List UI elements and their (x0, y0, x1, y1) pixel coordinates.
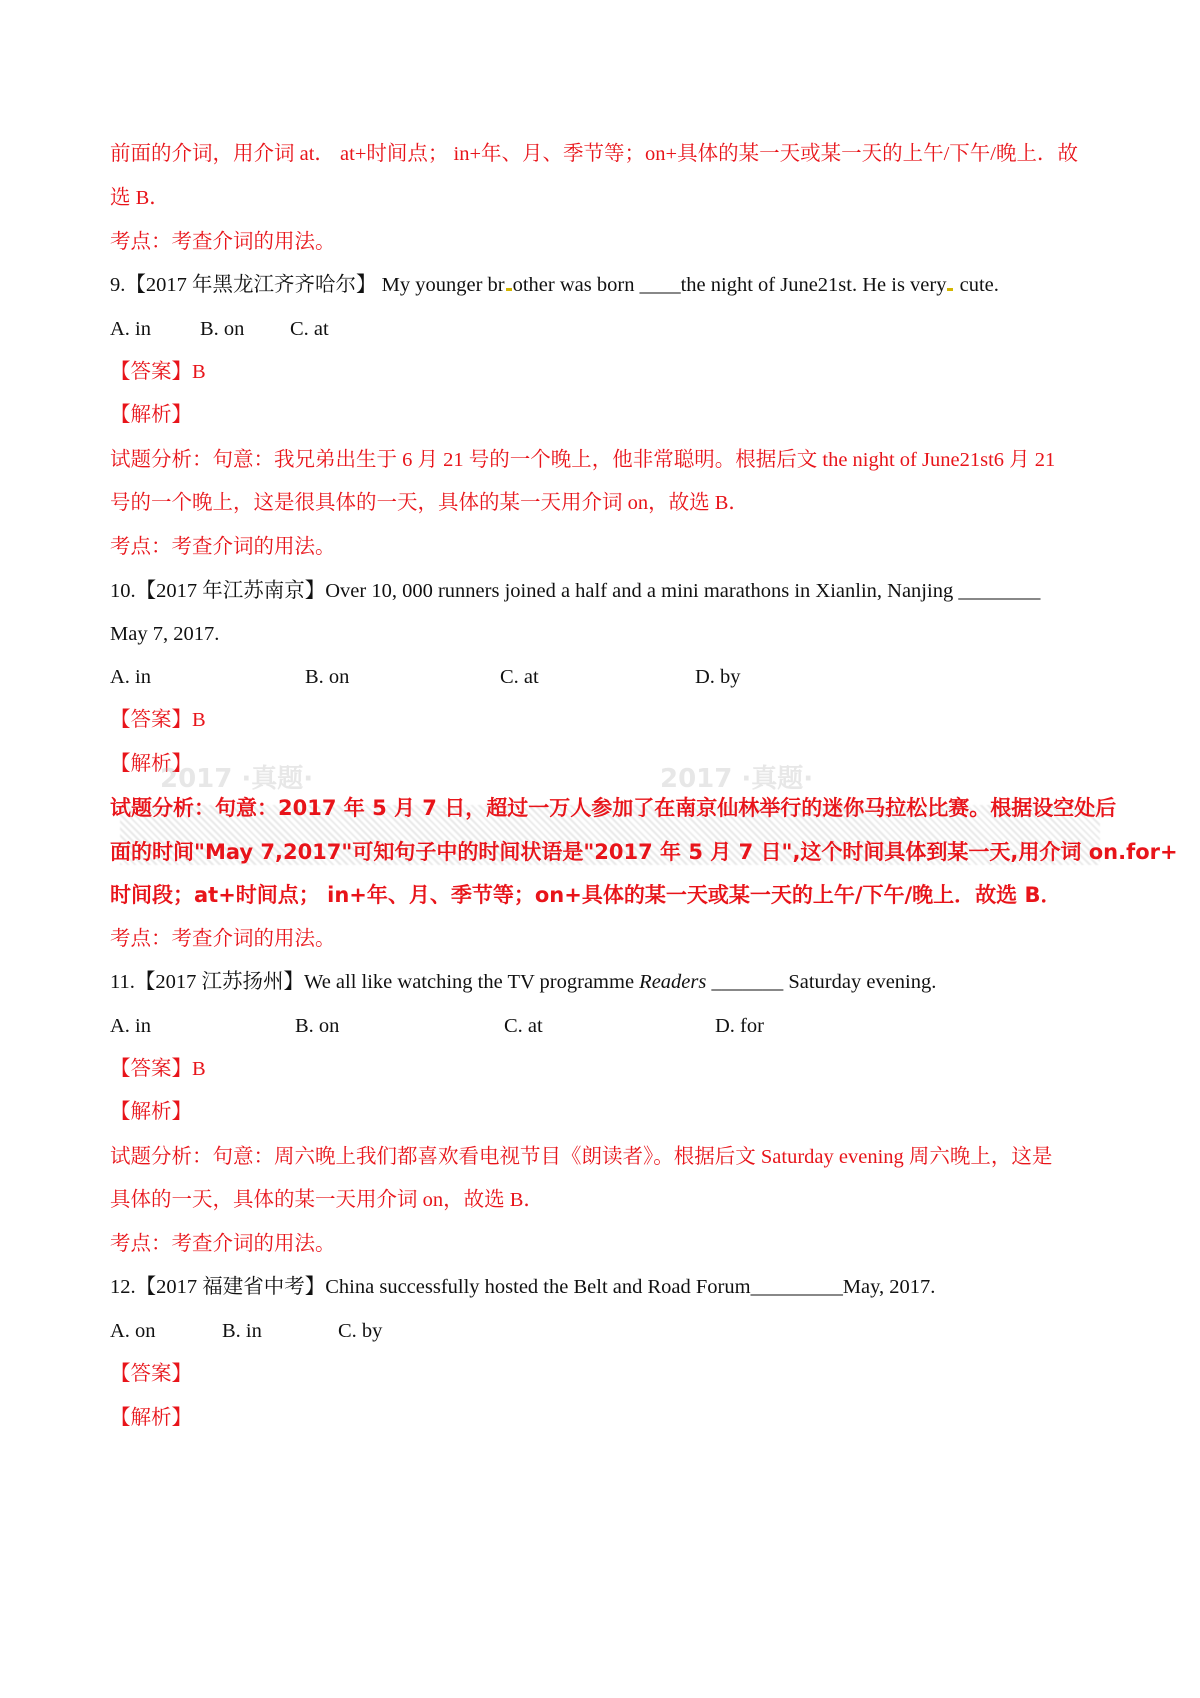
q9-stem-c: the night of June21st. He is very (680, 274, 947, 296)
q10-jiexi: 【解析】 (110, 753, 192, 775)
q11-option-d: D. for (715, 1015, 764, 1037)
q9-option-b: B. on (200, 318, 245, 340)
watermark-logo-left: 2017 ·真题· (160, 764, 314, 794)
q10-option-b: B. on (305, 666, 350, 688)
q9-answer: 【答案】B (110, 361, 206, 383)
q12-stem: 12.【2017 福建省中考】China successfully hosted the Belt and Road Forum_________May, 2017. (110, 1276, 936, 1298)
q10-stem-line1: 10.【2017 年江苏南京】Over 10, 000 runners joined a half and a mini marathons in Xianlin, Nanjing ________ (110, 580, 1041, 602)
watermark-logo-right: 2017 ·真题· (660, 764, 814, 794)
q11-option-a: A. in (110, 1015, 151, 1037)
q11-stem-a: 11.【2017 江苏扬州】We all like watching the TV programme (110, 971, 640, 993)
q9-kaodian: 考点：考查介词的用法。 (110, 536, 336, 558)
q10-option-a: A. in (110, 666, 151, 688)
q10-analysis-line2: 面的时间"May 7,2017"可知句子中的时间状语是"2017 年 5 月 7 日",这个时间具体到某一天,用介词 on.for+ (110, 840, 1178, 864)
q11-stem-b: _______ Saturday evening. (706, 971, 937, 993)
q10-option-c: C. at (500, 666, 539, 688)
q9-jiexi: 【解析】 (110, 404, 192, 426)
q11-answer: 【答案】B (110, 1058, 206, 1080)
q9-analysis-line2: 号的一个晚上，这是很具体的一天，具体的某一天用介词 on，故选 B． (110, 492, 749, 514)
q11-kaodian: 考点：考查介词的用法。 (110, 1233, 336, 1255)
q11-option-c: C. at (504, 1015, 543, 1037)
q9-stem-e: . (993, 274, 999, 296)
q11-analysis-line1: 试题分析：句意：周六晚上我们都喜欢看电视节目《朗读者》。根据后文 Saturday evening 周六晚上，这是 (110, 1146, 1053, 1168)
q10-analysis-line1: 试题分析：句意：2017 年 5 月 7 日，超过一万人参加了在南京仙林举行的迷你马拉松比赛。根据设空处后 (110, 796, 1117, 820)
q9-blank: ____ (639, 274, 681, 296)
q11-analysis-line2: 具体的一天，具体的某一天用介词 on，故选 B． (110, 1189, 544, 1211)
q9-option-c: C. at (290, 318, 329, 340)
q10-analysis-line3: 时间段；at+时间点； in+年、月、季节等；on+具体的某一天或某一天的上午/下午/晚上．故选 B． (110, 883, 1062, 907)
q9-stem-d: cute (954, 274, 994, 296)
q12-option-c: C. by (338, 1320, 383, 1342)
yellow-mark-icon (506, 288, 512, 291)
q10-kaodian: 考点：考查介词的用法。 (110, 928, 336, 950)
q11-jiexi: 【解析】 (110, 1101, 192, 1123)
q9-stem-b: other was born (512, 274, 640, 296)
q9-analysis-line1: 试题分析：句意：我兄弟出生于 6 月 21 号的一个晚上，他非常聪明。根据后文 the night of June21st6 月 21 (110, 449, 1056, 471)
prev-explanation-line2: 选 B． (110, 187, 170, 209)
q11-option-b: B. on (295, 1015, 340, 1037)
q10-stem-line2: May 7, 2017. (110, 623, 220, 645)
q10-option-d: D. by (695, 666, 741, 688)
q12-option-a: A. on (110, 1320, 156, 1342)
q11-stem-italic: Readers (639, 971, 707, 993)
prev-kaodian: 考点：考查介词的用法。 (110, 231, 336, 253)
q10-answer: 【答案】B (110, 709, 206, 731)
q9-option-a: A. in (110, 318, 151, 340)
q9-stem-a: 9.【2017 年黑龙江齐齐哈尔】 My younger br (110, 274, 505, 296)
yellow-mark-icon (947, 288, 953, 291)
q9-stem (110, 271, 1100, 299)
q11-stem (110, 968, 1100, 996)
prev-explanation-line1: 前面的介词，用介词 at． at+时间点； in+年、月、季节等；on+具体的某一天或某一天的上午/下午/晚上．故 (110, 143, 1078, 165)
q12-answer: 【答案】 (110, 1363, 192, 1385)
q12-jiexi: 【解析】 (110, 1407, 192, 1429)
q12-option-b: B. in (222, 1320, 262, 1342)
